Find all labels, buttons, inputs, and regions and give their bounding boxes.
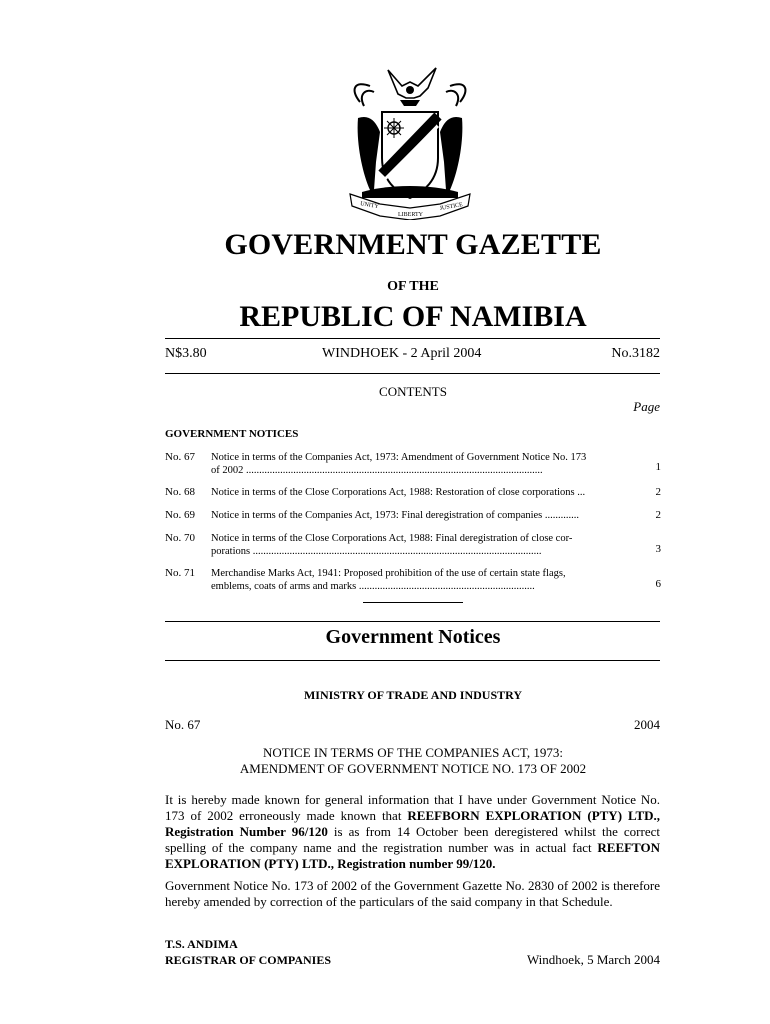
toc-item-page: 1	[655, 461, 661, 473]
gazette-title: GOVERNMENT GAZETTE	[224, 228, 602, 261]
notice-paragraph-1: It is hereby made known for general information that I have under Government Notice No. 173 of 2002 erroneously made known that REEFBORN EXPLORATION (PTY) LTD., Registration Number 96/120 is as from 14 October been deregistered whilst the correct spelling of the company name and the registration number was in actual fact REEFTON EXPLORATION (PTY) LTD., Registration number 99/120.	[165, 792, 661, 871]
place-date: WINDHOEK - 2 April 2004	[322, 346, 482, 361]
price: N$3.80	[165, 346, 207, 361]
toc-item-title[interactable]: Notice in terms of the Close Corporations Act, 1988: Final deregistration of close cor- porations ..............................................................................................................	[211, 533, 573, 557]
toc-item-number: No. 70	[165, 532, 195, 544]
section-rule-top	[165, 621, 660, 622]
republic-title: REPUBLIC OF NAMIBIA	[239, 300, 587, 333]
svg-text:JUSTICE: JUSTICE	[439, 202, 464, 212]
notice-year: 2004	[634, 717, 660, 732]
gazette-number: No.3182	[611, 346, 660, 361]
svg-text:UNITY: UNITY	[359, 201, 380, 211]
toc-item-number: No. 69	[165, 509, 195, 521]
government-notices-heading: GOVERNMENT NOTICES	[165, 428, 299, 440]
toc-item-number: No. 68	[165, 486, 195, 498]
contents-end-rule	[363, 602, 463, 603]
toc-item-number: No. 67	[165, 451, 195, 463]
section-title: Government Notices	[325, 626, 501, 648]
toc-item-page: 3	[655, 543, 661, 555]
ministry-heading: MINISTRY OF TRADE AND INDUSTRY	[303, 688, 523, 702]
toc-item-page: 2	[655, 486, 661, 498]
toc-item-title[interactable]: Merchandise Marks Act, 1941: Proposed prohibition of the use of certain state flags, emblems, coats of arms and marks ...................................................................	[211, 568, 566, 592]
svg-text:LIBERTY: LIBERTY	[398, 212, 423, 218]
signature-block	[165, 936, 331, 968]
gazette-subtitle: OF THE	[387, 279, 439, 294]
header-rule-bottom	[165, 373, 660, 374]
header-rule-top	[165, 338, 660, 339]
contents-heading: CONTENTS	[379, 384, 447, 399]
signing-place-date: Windhoek, 5 March 2004	[526, 952, 660, 967]
signatory-name: T.S. ANDIMA	[165, 937, 238, 951]
toc-item-page: 6	[655, 578, 661, 590]
page-column-label: Page	[633, 399, 660, 414]
toc-item-number: No. 71	[165, 567, 195, 579]
signatory-title: REGISTRAR OF COMPANIES	[165, 953, 332, 967]
coat-of-arms-icon	[340, 62, 480, 220]
notice-number: No. 67	[165, 717, 201, 732]
toc-item-title[interactable]: Notice in terms of the Close Corporations Act, 1988: Restoration of close corporations ...	[211, 487, 586, 498]
toc-item-title[interactable]: Notice in terms of the Companies Act, 1973: Amendment of Government Notice No. 173 of 2002 .................................................................................................................	[211, 452, 587, 476]
notice-title: NOTICE IN TERMS OF THE COMPANIES ACT, 1973: AMENDMENT OF GOVERNMENT NOTICE NO. 173 OF 2002	[239, 745, 587, 776]
toc-item-page: 2	[655, 509, 661, 521]
section-rule-bottom	[165, 660, 660, 661]
toc-item-title[interactable]: Notice in terms of the Companies Act, 1973: Final deregistration of companies .............	[211, 510, 580, 521]
notice-paragraph-2: Government Notice No. 173 of 2002 of the Government Gazette No. 2830 of 2002 is therefore hereby amended by correction of the particulars of the said company in that Schedule.	[165, 878, 660, 909]
